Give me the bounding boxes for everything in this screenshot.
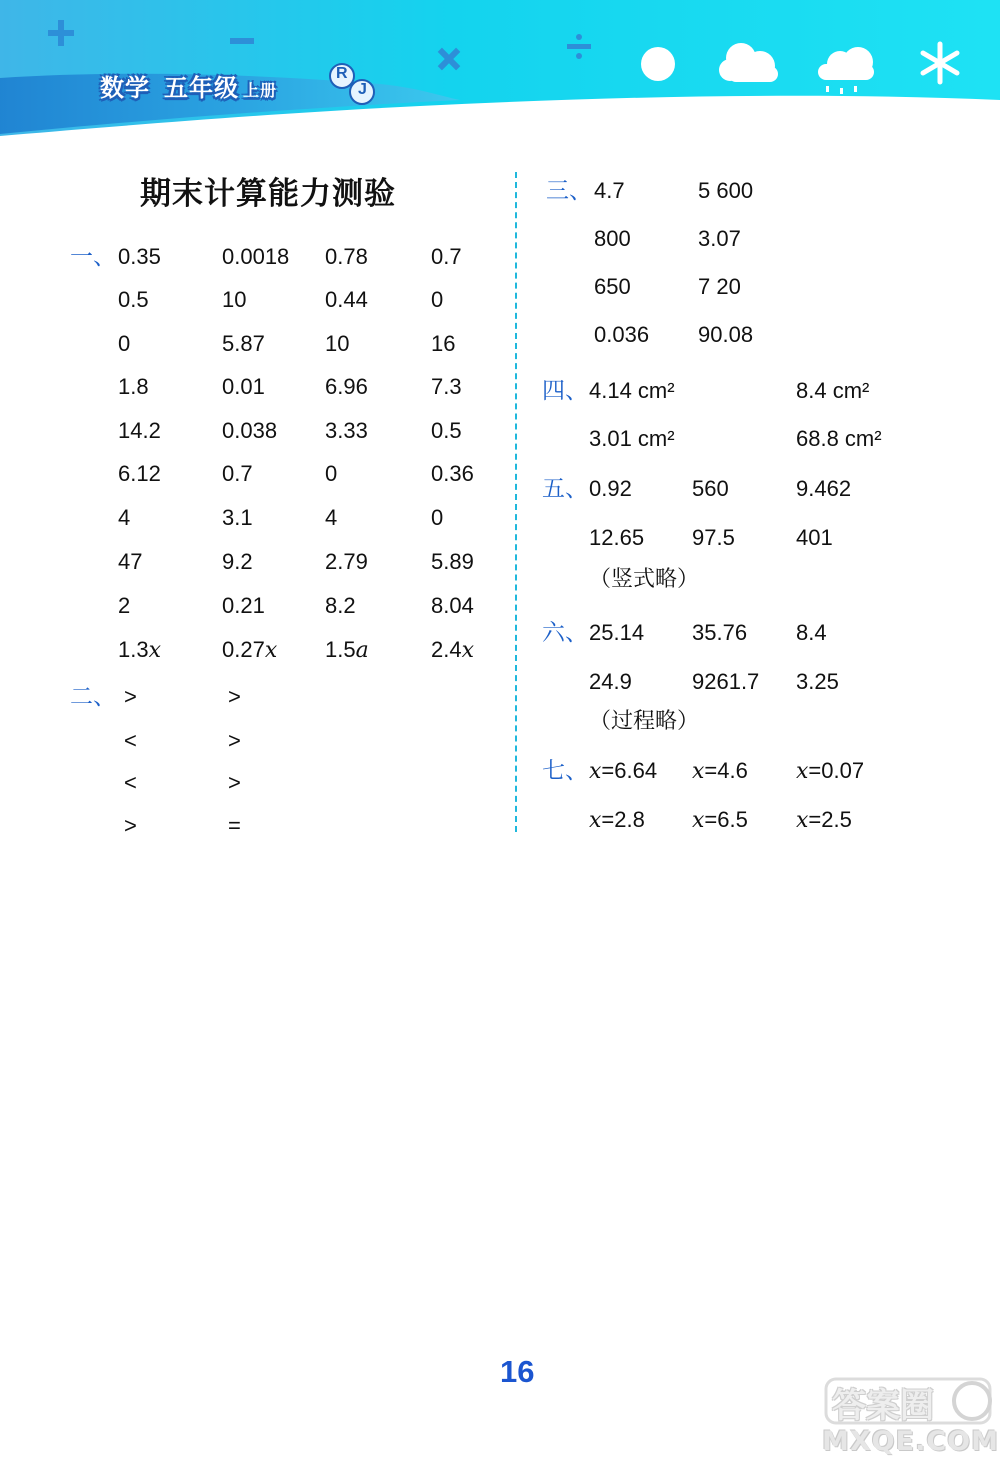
- equation-variable: x: [589, 808, 602, 833]
- answer-cell: 0.7: [431, 244, 462, 269]
- answer-cell-expression: [325, 637, 369, 664]
- section-7-label: 七、: [542, 758, 588, 784]
- answer-cell: 4: [118, 505, 131, 530]
- answer-cell-expression: [118, 637, 161, 664]
- answer-cell: 3.25: [796, 669, 839, 694]
- answer-cell: 7.3: [431, 374, 462, 399]
- answer-cell: 0.21: [222, 593, 265, 618]
- equation-value: =0.07: [808, 758, 865, 783]
- section-2-label: 二、: [70, 684, 116, 710]
- answer-cell: 10: [325, 331, 350, 356]
- equation-solution: [692, 807, 748, 834]
- answer-cell: 0.78: [325, 244, 368, 269]
- badge-j: J: [358, 81, 367, 98]
- badge-r: R: [336, 65, 348, 82]
- answer-cell: 2: [118, 593, 131, 618]
- equation-solution: [589, 807, 645, 834]
- minus-icon: [230, 38, 254, 44]
- expression-variable: a: [355, 638, 369, 663]
- page-number: 16: [500, 1354, 535, 1389]
- answer-cell: 560: [692, 476, 729, 501]
- answer-cell: 90.08: [698, 322, 754, 347]
- equation-variable: x: [692, 808, 705, 833]
- equation-value: =2.5: [808, 807, 852, 832]
- answer-cell: 3.01 cm²: [589, 426, 675, 451]
- answer-cell: 0.7: [222, 461, 253, 486]
- answer-cell: 0.036: [594, 322, 650, 347]
- answer-cell: 4: [325, 505, 338, 530]
- answer-cell: 35.76: [692, 620, 748, 645]
- watermark-title: 答案圈: [832, 1386, 934, 1426]
- answer-cell-expression: [431, 637, 474, 664]
- equation-value: =2.8: [601, 807, 645, 832]
- section-1-label: 一、: [70, 244, 116, 270]
- answer-cell: 16: [431, 331, 456, 356]
- answer-cell: 8.4: [796, 620, 827, 645]
- answer-cell: 0.35: [118, 244, 161, 269]
- answer-cell: 68.8 cm²: [796, 426, 882, 451]
- answer-cell: 8.4 cm²: [796, 378, 870, 403]
- section-5-note: （竖式略）: [589, 566, 700, 591]
- answer-cell: 4.14 cm²: [589, 378, 675, 403]
- answer-cell: 5.89: [431, 549, 474, 574]
- answer-cell: 2.79: [325, 549, 368, 574]
- answer-cell: 0.44: [325, 287, 368, 312]
- answer-cell: 401: [796, 525, 833, 550]
- answer-cell: 7 20: [698, 274, 741, 299]
- answer-cell: 24.9: [589, 669, 632, 694]
- equation-value: =6.5: [704, 807, 748, 832]
- answer-cell: 0: [431, 287, 444, 312]
- expression-coefficient: 1.3: [118, 637, 149, 662]
- equation-solution: [796, 758, 864, 785]
- answer-cell: 47: [118, 549, 143, 574]
- answer-cell: 3.33: [325, 418, 368, 443]
- equation-solution: [796, 807, 852, 834]
- answer-cell: 4.7: [594, 178, 625, 203]
- answer-cell: 800: [594, 226, 631, 251]
- comparison-sign: >: [228, 684, 241, 709]
- answer-cell: 0.038: [222, 418, 278, 443]
- answer-cell: 8.2: [325, 593, 356, 618]
- answer-cell: 0.0018: [222, 244, 290, 269]
- answer-cell: 97.5: [692, 525, 735, 550]
- answer-cell: 9.462: [796, 476, 852, 501]
- expression-variable: x: [148, 638, 162, 663]
- section-6-label: 六、: [542, 620, 588, 646]
- comparison-sign: >: [228, 728, 241, 753]
- answer-cell: 5.87: [222, 331, 265, 356]
- equation-variable: x: [589, 759, 602, 784]
- book-brand: [100, 68, 277, 103]
- answer-cell: 10: [222, 287, 247, 312]
- equation-variable: x: [692, 759, 705, 784]
- answer-cell: 9.2: [222, 549, 253, 574]
- answer-cell: 0.5: [118, 287, 149, 312]
- answer-cell: 9261.7: [692, 669, 760, 694]
- answer-cell: 6.96: [325, 374, 368, 399]
- sun-icon: [641, 47, 675, 81]
- answer-cell: 0.5: [431, 418, 462, 443]
- section-6-note: （过程略）: [589, 708, 700, 733]
- answer-cell: 6.12: [118, 461, 161, 486]
- section-4-label: 四、: [542, 378, 588, 404]
- column-divider: [515, 172, 517, 832]
- header-banner: [0, 0, 1000, 140]
- answer-cell: 0.92: [589, 476, 632, 501]
- comparison-sign: =: [228, 813, 241, 838]
- comparison-sign: >: [124, 813, 137, 838]
- comparison-sign: >: [124, 684, 137, 709]
- answer-cell: 8.04: [431, 593, 474, 618]
- equation-solution: [589, 758, 657, 785]
- answer-cell: 5 600: [698, 178, 754, 203]
- equation-solution: [692, 758, 748, 785]
- comparison-sign: <: [124, 728, 137, 753]
- answer-cell-expression: [222, 637, 277, 664]
- expression-variable: x: [461, 638, 475, 663]
- answer-cell: 12.65: [589, 525, 645, 550]
- comparison-sign: >: [228, 770, 241, 795]
- equation-variable: x: [796, 759, 809, 784]
- page-title: 期末计算能力测验: [140, 176, 396, 212]
- section-5-label: 五、: [542, 476, 588, 502]
- answer-cell: 0: [325, 461, 338, 486]
- expression-coefficient: 2.4: [431, 637, 462, 662]
- answer-cell: 3.07: [698, 226, 741, 251]
- answer-cell: 0: [431, 505, 444, 530]
- answer-cell: 25.14: [589, 620, 645, 645]
- answer-cell: 1.8: [118, 374, 149, 399]
- volume-label: 上册: [243, 81, 278, 100]
- expression-coefficient: 1.5: [325, 637, 356, 662]
- section-3-label: 三、: [546, 178, 592, 204]
- answer-cell: 3.1: [222, 505, 253, 530]
- equation-value: =4.6: [704, 758, 748, 783]
- grade-label: 五年级: [164, 74, 239, 102]
- answer-cell: 650: [594, 274, 631, 299]
- expression-coefficient: 0.27: [222, 637, 265, 662]
- answer-cell: 14.2: [118, 418, 161, 443]
- comparison-sign: <: [124, 770, 137, 795]
- equation-value: =6.64: [601, 758, 658, 783]
- equation-variable: x: [796, 808, 809, 833]
- expression-variable: x: [264, 638, 278, 663]
- watermark-domain: MXQE.COM: [822, 1426, 999, 1457]
- answer-cell: 0.36: [431, 461, 474, 486]
- subject-label: 数学: [100, 74, 150, 102]
- answer-cell: 0.01: [222, 374, 265, 399]
- answer-cell: 0: [118, 331, 131, 356]
